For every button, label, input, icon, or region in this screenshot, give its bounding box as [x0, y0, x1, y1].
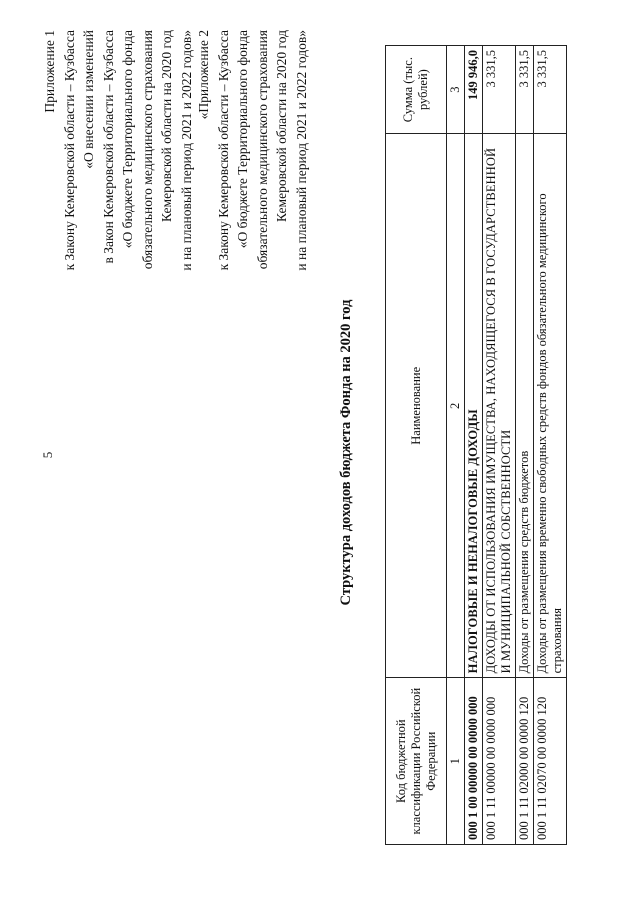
appendix-2-line: Кемеровской области на 2020 год — [274, 30, 289, 222]
appendix-1-line: к Закону Кемеровской области – Кузбасса — [61, 30, 77, 271]
table-row — [516, 46, 534, 845]
table-row — [465, 46, 483, 845]
appendix-1-line: и на плановый период 2021 и 2022 годов» — [178, 30, 194, 271]
page-number: 5 — [40, 451, 55, 459]
header-code: Код бюджетной классификации Российской Федерации — [386, 678, 447, 845]
row-sum: 3 331,5 — [483, 46, 516, 134]
appendix-2-line: к Закону Кемеровской области – Кузбасса — [215, 30, 231, 271]
row-code: 000 1 00 00000 00 0000 000 — [465, 678, 483, 845]
column-number: 2 — [447, 134, 465, 678]
table-title: Структура доходов бюджета Фонда на 2020 год — [338, 299, 354, 606]
column-number: 3 — [447, 46, 465, 134]
row-name: ДОХОДЫ ОТ ИСПОЛЬЗОВАНИЯ ИМУЩЕСТВА, НАХОДЯЩЕГОСЯ В ГОСУДАРСТВЕННОЙ И МУНИЦИПАЛЬНОЙ СОБСТВЕННОСТИ — [483, 134, 516, 678]
row-name: Доходы от размещения средств бюджетов — [516, 134, 534, 678]
appendix-2-line: «Приложение 2 — [196, 30, 211, 120]
table-row — [483, 46, 516, 845]
header-name: Наименование — [386, 134, 447, 678]
column-number: 1 — [447, 678, 465, 845]
row-name: НАЛОГОВЫЕ И НЕНАЛОГОВЫЕ ДОХОДЫ — [465, 134, 483, 678]
row-sum: 149 946,0 — [465, 46, 483, 134]
row-sum: 3 331,5 — [534, 46, 567, 134]
appendix-2-line: обязательного медицинского страхования — [254, 30, 270, 270]
table-column-number-row — [447, 46, 465, 845]
row-name: Доходы от размещения временно свободных средств фондов обязательного медицинского страхования — [534, 134, 567, 678]
income-structure-table — [385, 45, 567, 845]
appendix-1-line: Кемеровской области на 2020 год — [159, 30, 174, 222]
row-code: 000 1 11 02000 00 0000 120 — [516, 678, 534, 845]
appendix-1-heading — [40, 30, 196, 450]
table-header-row — [386, 46, 447, 845]
appendix-2-line: «О бюджете Территориального фонда — [235, 30, 250, 249]
appendix-1-line: «О бюджете Территориального фонда — [120, 30, 135, 249]
appendix-2-heading — [194, 30, 311, 450]
row-code: 000 1 11 02070 00 0000 120 — [534, 678, 567, 845]
row-sum: 3 331,5 — [516, 46, 534, 134]
header-sum: Сумма (тыс. рублей) — [386, 46, 447, 134]
appendix-1-line: в Закон Кемеровской области – Кузбасса — [100, 30, 116, 264]
appendix-2-line: и на плановый период 2021 и 2022 годов» — [293, 30, 309, 271]
appendix-1-line: Приложение 1 — [42, 30, 57, 113]
appendix-1-line: обязательного медицинского страхования — [139, 30, 155, 270]
appendix-1-line: «О внесении изменений — [81, 30, 96, 169]
table-row — [534, 46, 567, 845]
row-code: 000 1 11 00000 00 0000 000 — [483, 678, 516, 845]
